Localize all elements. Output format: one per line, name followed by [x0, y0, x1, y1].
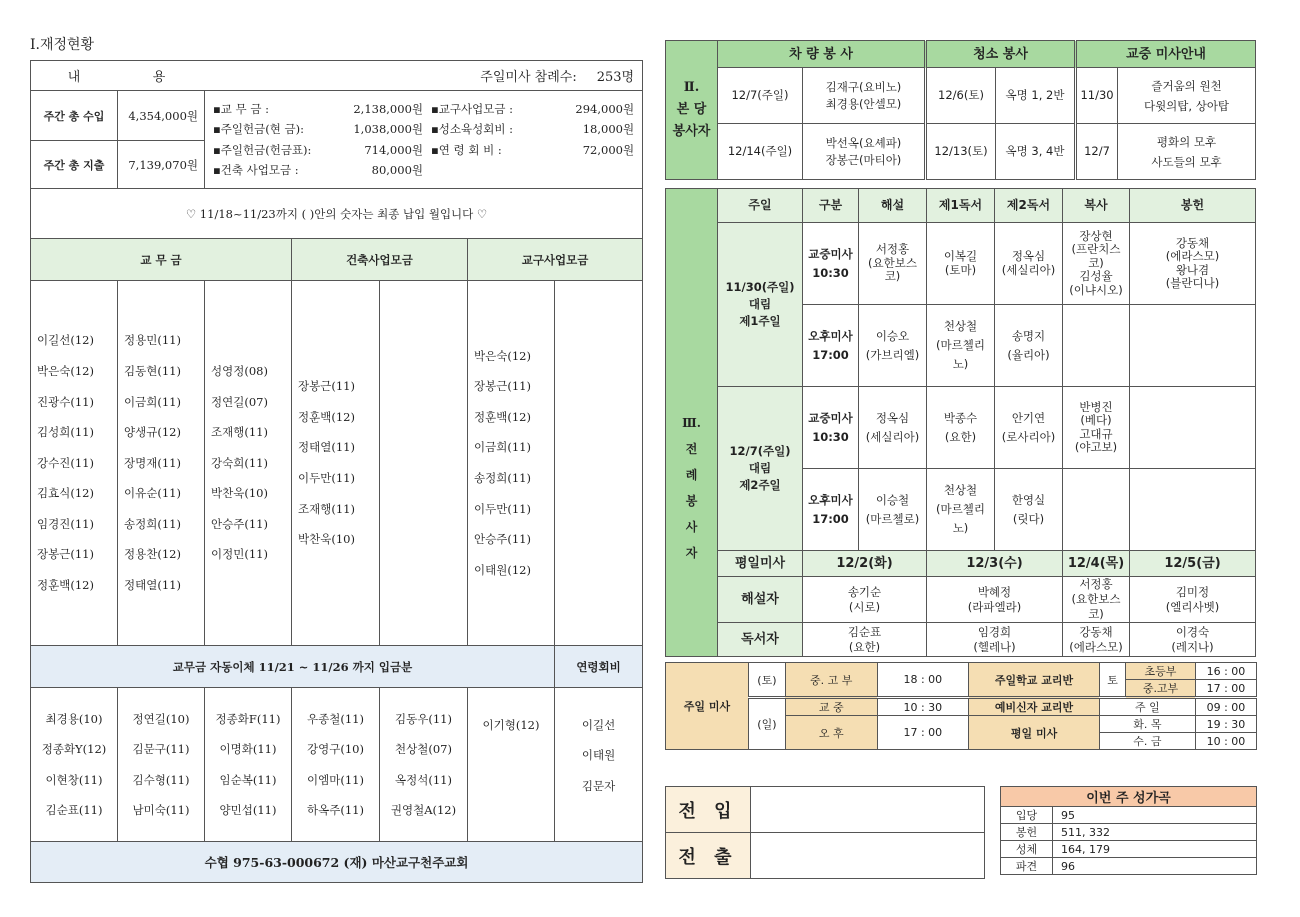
name-entry: 송정희(11): [474, 471, 531, 485]
reading1: 박종수 (요한): [927, 387, 995, 469]
income-breakdown: [205, 91, 643, 189]
weekday-day: 수. 금: [1099, 733, 1195, 750]
col-header-reading1: 제1독서: [927, 189, 995, 223]
service-row: [666, 68, 1256, 124]
name-entry: 양민섭(11): [219, 802, 277, 817]
weekday-date: 12/4(목): [1063, 551, 1130, 577]
reading2: 정옥심 (세실리아): [995, 223, 1063, 305]
name-entry: 김동현(11): [124, 363, 181, 378]
reading1: 이복길 (토마): [927, 223, 995, 305]
elementary-label: 초등부: [1126, 663, 1196, 680]
hymn-row: 성체 164, 179: [1001, 841, 1257, 858]
weekday-date: 12/2(화): [803, 551, 927, 577]
name-entry: 우종철(11): [307, 711, 364, 726]
name-entry: 이금희(11): [124, 394, 181, 409]
vehicle-date: 12/7(주일): [718, 68, 803, 124]
name-entry: 정용민(11): [124, 333, 181, 348]
server: 장상현 (프란치스코) 김성율 (이냐시오): [1063, 223, 1130, 305]
name-entry: 이유순(11): [124, 486, 181, 501]
hymns-table: [1000, 786, 1257, 875]
income-item: ▪건축 사업모금 : 80,000원: [213, 163, 423, 177]
header-content-label-2: 용: [152, 70, 166, 85]
offertory: [1130, 387, 1256, 469]
memorial-names: [555, 688, 643, 842]
weekday-commentator: 박혜정 (라파엘라): [927, 577, 1063, 623]
auto-column-5: [380, 688, 468, 842]
name-entry: 안승주(11): [211, 516, 268, 531]
attendance-label: 주일미사 참례수:: [480, 70, 577, 85]
name-entry: 임순복(11): [219, 772, 277, 787]
weekday-commentator: 서정홍 (요한보스코): [1063, 577, 1130, 623]
header-content-label-1: 내: [67, 70, 81, 85]
gyomu-column-2: [118, 281, 205, 646]
auto-column-6: [468, 688, 555, 842]
name-entry: 김성희(11): [37, 425, 94, 440]
name-entry: 이길선: [581, 718, 616, 732]
name-entry: 강영구(10): [307, 742, 364, 757]
mass-row: [666, 223, 1256, 305]
hymn-row: 봉헌 511, 332: [1001, 824, 1257, 841]
afternoon-mass-time: 17 : 00: [877, 716, 969, 750]
name-entry: 정연길(10): [132, 711, 190, 726]
name-entry: 성영정(08): [211, 363, 268, 378]
col-header-type: 구분: [803, 189, 859, 223]
auto-transfer-header: 교무금 자동이체 11/21 ~ 11/26 까지 입금분: [31, 646, 555, 688]
auto-column-4: [292, 688, 380, 842]
section1-title: Ⅰ.재정현황: [30, 37, 95, 53]
catechumen-time: 09 : 00: [1195, 698, 1256, 716]
guide-groups: 평화의 모후 사도들의 모후: [1118, 124, 1256, 180]
memorial-fee-header: 연령회비: [555, 646, 643, 688]
name-entry: 정태열(11): [298, 440, 355, 455]
mass-kind: 교중미사 10:30: [803, 387, 859, 469]
weekday-date: 12/3(수): [927, 551, 1063, 577]
col-header-commentary: 해설: [859, 189, 927, 223]
auto-column-2: [118, 688, 205, 842]
name-entry: 이정민(11): [211, 547, 268, 562]
name-entry: 박찬욱(10): [298, 532, 355, 547]
income-item: ▪교구사업모금 : 294,000원: [431, 101, 635, 116]
hymn-row: 파견 96: [1001, 858, 1257, 875]
name-entry: 이현창(11): [45, 772, 103, 787]
mass-guide-header: 교중 미사안내: [1076, 41, 1256, 68]
name-entry: 진광수(11): [37, 394, 94, 409]
name-entry: 송정희(11): [124, 516, 181, 531]
name-entry: 이길선(12): [37, 333, 94, 348]
main-mass-time: 10 : 30: [877, 698, 969, 716]
weekday-day: 화. 목: [1099, 716, 1195, 733]
name-entry: 김순표(11): [45, 802, 103, 817]
move-out-label: 전 출: [666, 833, 751, 879]
name-entry: 강수진(11): [37, 455, 94, 470]
weekday-date: 12/5(금): [1130, 551, 1256, 577]
attendance-value: 253명: [596, 70, 635, 85]
middle-high-time: 17 : 00: [1195, 680, 1256, 698]
diocese-header: 교구사업모금: [468, 239, 643, 281]
offertory: 강동채 (에라스모) 왕나겸 (블란디나): [1130, 223, 1256, 305]
weekday-commentator: 송기순 (시로): [803, 577, 927, 623]
mass-kind: 오후미사 17:00: [803, 469, 859, 551]
income-item: ▪주일헌금(현 금): 1,038,000원: [213, 122, 423, 136]
reader-label: 독서자: [718, 623, 803, 657]
move-in-label: 전 입: [666, 787, 751, 833]
name-entry: 장봉근(11): [37, 547, 94, 562]
col-header-reading2: 제2독서: [995, 189, 1063, 223]
move-out-value: [751, 833, 985, 879]
name-entry: 정태열(11): [124, 578, 181, 593]
commentary: 이승철 (마르첼로): [859, 469, 927, 551]
weekday-commentator: 김미정 (엘리사벳): [1130, 577, 1256, 623]
name-entry: 박은숙(12): [474, 348, 531, 363]
name-entry: 이엠마(11): [307, 772, 364, 787]
gyomu-header: 교 무 금: [31, 239, 292, 281]
move-in-out-table: [665, 786, 985, 879]
sunday-school-label: 주일학교 교리반: [969, 663, 1100, 698]
vehicle-date: 12/14(주일): [718, 124, 803, 180]
name-entry: 이금희(11): [474, 440, 531, 455]
name-entry: 이태원: [581, 748, 616, 763]
reading2: 안기연 (로사리아): [995, 387, 1063, 469]
col-header-offertory: 봉헌: [1130, 189, 1256, 223]
vehicle-names: 김재구(요비노) 최경용(안셀모): [803, 68, 926, 124]
col-header-server: 복사: [1063, 189, 1130, 223]
move-in-value: [751, 787, 985, 833]
commentary: 이승오 (가브리엘): [859, 305, 927, 387]
offertory: [1130, 305, 1256, 387]
name-entry: 장봉근(11): [298, 379, 355, 394]
sunday-mass-label: 주일 미사: [666, 663, 749, 750]
catechumen-label: 예비신자 교리반: [969, 698, 1100, 716]
reading1: 천상철 (마르첼리노): [927, 305, 995, 387]
name-entry: 정훈백(12): [37, 578, 94, 593]
name-entry: 정연길(07): [211, 394, 268, 409]
name-entry: 강숙희(11): [211, 455, 268, 470]
weekday-reader: 이경숙 (레지나): [1130, 623, 1256, 657]
sunday-day-label: (일): [748, 698, 785, 750]
name-entry: 남미숙(11): [132, 802, 190, 817]
vehicle-names: 박선옥(요셰파) 장봉근(마티아): [803, 124, 926, 180]
name-entry: 박은숙(12): [37, 363, 94, 378]
server: [1063, 305, 1130, 387]
name-entry: 임경진(11): [37, 516, 94, 531]
mass-schedule-table: [665, 662, 1257, 750]
afternoon-mass-name: 오 후: [785, 716, 877, 750]
mass-kind: 교중미사 10:30: [803, 223, 859, 305]
gyomu-column-1: [31, 281, 118, 646]
gyomu-column-3: [205, 281, 292, 646]
name-entry: 김동우(11): [395, 711, 452, 726]
cleaning-group: 옥명 3, 4반: [996, 124, 1076, 180]
hymns-title: 이번 주 성가곡: [1001, 787, 1257, 807]
cleaning-group: 옥명 1, 2반: [996, 68, 1076, 124]
name-entry: 옥정석(11): [395, 772, 452, 787]
cleaning-date: 12/6(토): [926, 68, 996, 124]
auto-column-1: [31, 688, 118, 842]
commentary: 서정홍 (요한보스코): [859, 223, 927, 305]
diocese-column-1: [468, 281, 555, 646]
bank-account: 수협 975-63-000672 (재) 마산교구천주교회: [31, 842, 643, 883]
saturday-label: (토): [748, 663, 785, 698]
name-entry: 박찬욱(10): [211, 486, 268, 501]
name-entry: 조재행(11): [211, 425, 268, 440]
section3-side-label: Ⅲ. 전 례 봉 사 자: [666, 189, 718, 657]
name-entry: 이태원(12): [474, 562, 531, 577]
guide-groups: 즐거움의 원천 다윗의탑, 상아탑: [1118, 68, 1256, 124]
finance-header: [31, 61, 643, 91]
liturgy-volunteers-table: [665, 188, 1256, 657]
name-entry: 이두만(11): [298, 471, 355, 485]
building-column-1: [292, 281, 380, 646]
name-entry: 권영철A(12): [390, 802, 457, 817]
name-entry: 천상철(07): [395, 742, 452, 757]
weekday-reader: 김순표 (요한): [803, 623, 927, 657]
name-entry: 이명화(11): [219, 742, 277, 757]
total-income-value: 4,354,000원: [118, 91, 205, 141]
section2-side-label: Ⅱ. 본 당 봉사자: [666, 41, 718, 180]
finance-table: [30, 60, 643, 883]
reading1: 천상철 (마르첼리노): [927, 469, 995, 551]
auto-column-3: [205, 688, 292, 842]
weekday-mass-label: 평일미사: [718, 551, 803, 577]
name-entry: 김수형(11): [132, 772, 190, 787]
catechumen-day: 주 일: [1099, 698, 1195, 716]
income-item: ▪연 령 회 비 : 72,000원: [431, 142, 635, 157]
weekday-reader: 임경희 (헬레나): [927, 623, 1063, 657]
reading2: 송명지 (율리아): [995, 305, 1063, 387]
total-expense-value: 7,139,070원: [118, 141, 205, 189]
reading2: 한영실 (릿다): [995, 469, 1063, 551]
name-entry: 하옥주(11): [307, 802, 364, 817]
name-entry: 정훈백(12): [298, 409, 355, 424]
cleaning-date: 12/13(토): [926, 124, 996, 180]
name-entry: 정용찬(12): [124, 547, 181, 562]
income-item: ▪주일헌금(헌금표): 714,000원: [213, 142, 423, 157]
main-mass-name: 교 중: [785, 698, 877, 716]
col-header-sunday: 주일: [718, 189, 803, 223]
middle-high-label: 중.고부: [1126, 680, 1196, 698]
guide-date: 12/7: [1076, 124, 1118, 180]
name-entry: 장명재(11): [124, 455, 181, 470]
sunday-label: 11/30(주일) 대림 제1주일: [718, 223, 803, 387]
weekday-reader: 강동채 (에라스모): [1063, 623, 1130, 657]
mass-row: [666, 387, 1256, 469]
vehicle-service-header: 차 량 봉 사: [718, 41, 926, 68]
building-header: 건축사업모금: [292, 239, 468, 281]
building-column-2: [380, 281, 468, 646]
diocese-column-2: [555, 281, 643, 646]
name-entry: 정종화Y(12): [41, 742, 107, 757]
name-entry: 김문구(11): [132, 742, 190, 757]
server: 반병진 (베다) 고대규 (야고보): [1063, 387, 1130, 469]
payment-notice: ♡ 11/18~11/23까지 ( )안의 숫자는 최종 납입 월입니다 ♡: [31, 189, 643, 239]
income-item: ▪교 무 금 : 2,138,000원: [213, 101, 423, 116]
name-entry: 최경용(10): [45, 711, 103, 726]
name-entry: 정종화F(11): [215, 711, 281, 726]
name-entry: 이두만(11): [474, 501, 531, 516]
commentary: 정옥심 (세실리아): [859, 387, 927, 469]
name-entry: 김효식(12): [37, 486, 94, 501]
mass-kind: 오후미사 17:00: [803, 305, 859, 387]
name-entry: 조재행(11): [298, 501, 355, 516]
sat-mass-time: 18 : 00: [877, 663, 969, 698]
name-entry: 장봉근(11): [474, 379, 531, 394]
name-entry: 안승주(11): [474, 532, 531, 547]
name-entry: 이기형(12): [482, 718, 540, 732]
parish-volunteers-table: [665, 40, 1256, 180]
sunday-label: 12/7(주일) 대림 제2주일: [718, 387, 803, 551]
offertory: [1130, 469, 1256, 551]
total-income-label: 주간 총 수입: [31, 91, 118, 141]
total-expense-label: 주간 총 지출: [31, 141, 118, 189]
weekday-time: 10 : 00: [1195, 733, 1256, 750]
name-entry: 정훈백(12): [474, 409, 531, 424]
sat-mass-name: 중. 고 부: [785, 663, 877, 698]
weekday-mass-label: 평일 미사: [969, 716, 1100, 750]
weekday-time: 19 : 30: [1195, 716, 1256, 733]
elementary-time: 16 : 00: [1195, 663, 1256, 680]
guide-date: 11/30: [1076, 68, 1118, 124]
server: [1063, 469, 1130, 551]
name-entry: 양생규(12): [124, 425, 181, 440]
income-item: ▪성소육성회비 : 18,000원: [431, 122, 635, 136]
hymn-row: 입당 95: [1001, 807, 1257, 824]
name-entry: 김문자: [581, 778, 616, 793]
commentator-label: 해설자: [718, 577, 803, 623]
income-left-list: [209, 99, 427, 181]
cleaning-service-header: 청소 봉사: [926, 41, 1076, 68]
sunday-school-day: 토: [1099, 663, 1125, 698]
income-right-list: [427, 99, 638, 181]
service-row: [666, 124, 1256, 180]
